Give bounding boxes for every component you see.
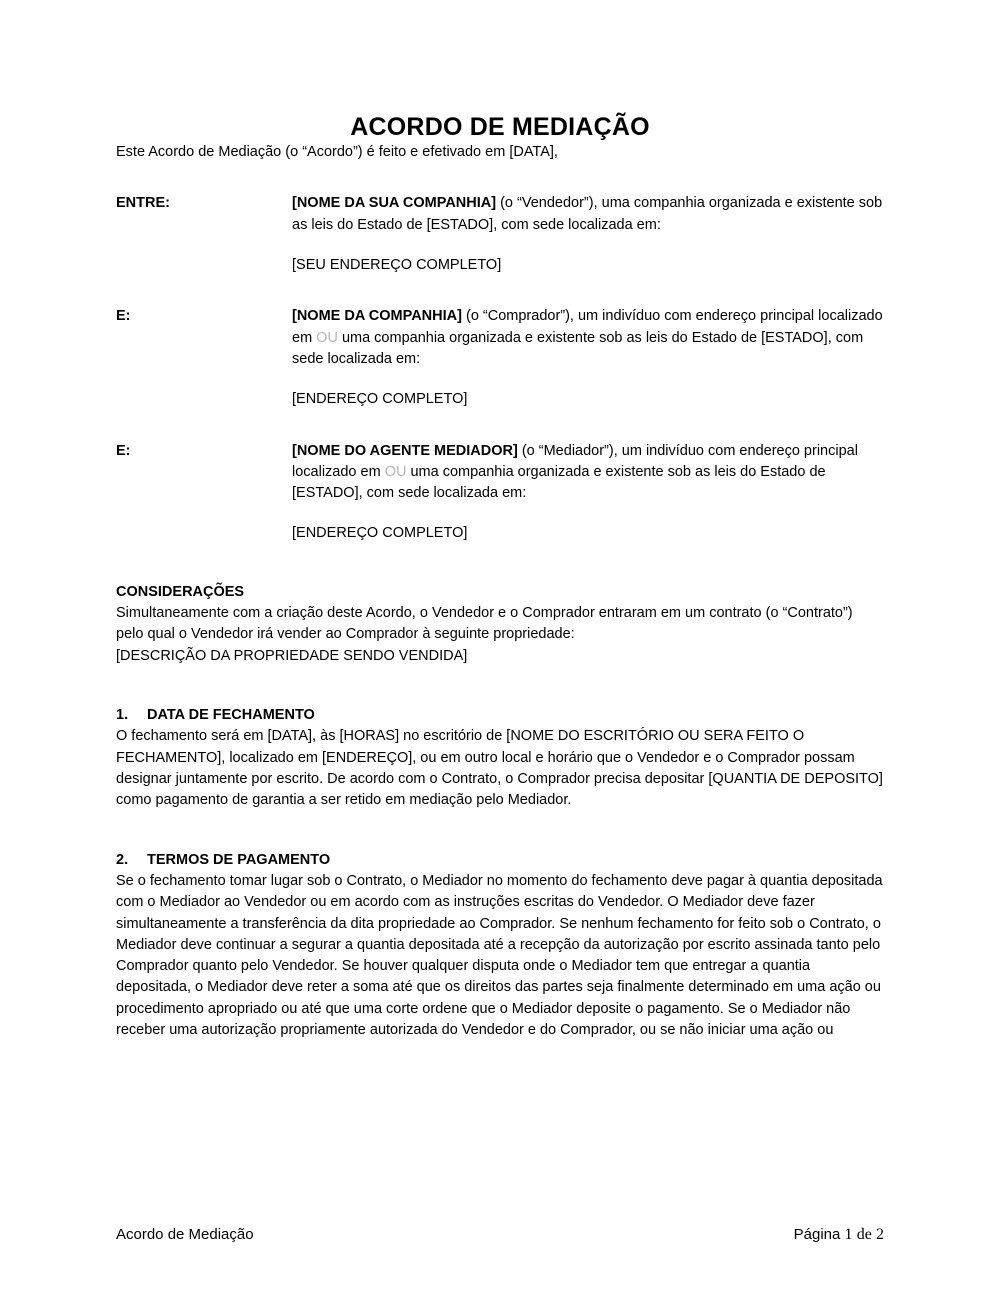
section-heading-1	[116, 705, 884, 726]
section-body-2: Se o fechamento tomar lugar sob o Contrato, o Mediador no momento do fechamento deve pagar à quantia depositada com o Mediador ao Vendedor ou em acordo com as instruções escritas do Vendedor. O Mediador deve fazer simultaneamente a transferência da dita propriedade ao Comprador. Se nenhum fechamento for feito sob o Contrato, o Mediador deve continuar a segurar a quantia depositada até a recepção da autorização por escrito assinada tanto pelo Comprador quanto pelo Vendedor. Se houver qualquer disputa onde o Mediador tem que entregar a quantia depositada, o Mediador deve reter a soma até que os direitos das partes seja finalmente determinado em uma ação ou procedimento apropriado ou até que uma corte ordene que o Mediador deposite o pagamento. Se o Mediador não receber uma autorização propriamente autorizada do Vendedor e do Comprador, ou se não iniciar uma ação ou	[116, 872, 883, 1039]
party-description-cont: uma companhia organizada e existente sob as leis do Estado de [ESTADO], com sede localizada em:	[292, 329, 864, 367]
party-or-separator: OU	[316, 329, 338, 346]
party-block-seller	[116, 193, 884, 276]
section-number: 1.	[116, 707, 129, 723]
section-title: TERMOS DE PAGAMENTO	[147, 851, 331, 868]
party-description: (o “Mediador”), um indivíduo com endereço principal localizado em	[292, 442, 858, 480]
considerations-heading: CONSIDERAÇÕES	[116, 583, 245, 600]
intro-paragraph: Este Acordo de Mediação (o “Acordo”) é feito e efetivado em [DATA],	[116, 144, 558, 160]
section-title: DATA DE FECHAMENTO	[147, 707, 315, 723]
section-number: 2.	[116, 851, 129, 868]
document-content	[116, 0, 884, 1041]
party-name: [NOME DA SUA COMPANHIA]	[292, 195, 497, 212]
party-address: [ENDEREÇO COMPLETO]	[292, 391, 468, 408]
page-footer	[116, 1226, 884, 1244]
party-label: E:	[116, 308, 131, 325]
footer-page-word: Página	[793, 1226, 841, 1243]
page-title: ACORDO DE MEDIAÇÃO	[350, 113, 650, 141]
party-description: (o “Comprador”), um indivíduo com endereço principal localizado em	[292, 308, 883, 346]
section-heading-2	[116, 850, 884, 871]
footer-of-word: de	[856, 1226, 872, 1243]
party-address: [ENDEREÇO COMPLETO]	[292, 525, 468, 542]
section-body-1: O fechamento será em [DATA], às [HORAS] no escritório de [NOME DO ESCRITÓRIO OU SERA FEITO O FECHAMENTO], localizado em [ENDEREÇO], ou em outro local e horário que o Vendedor e o Comprador possam designar juntamente por escrito. De acordo com o Contrato, o Comprador precisa depositar [QUANTIA DE DEPOSITO] como pagamento de garantia a ser retido em mediação pelo Mediador.	[116, 728, 883, 809]
party-name: [NOME DO AGENTE MEDIADOR]	[292, 442, 518, 459]
party-body	[292, 193, 884, 276]
party-body	[292, 306, 884, 410]
footer-page-indicator	[794, 1226, 884, 1244]
party-label: E:	[116, 442, 131, 459]
party-block-mediator	[116, 441, 884, 545]
party-description: (o “Vendedor”), uma companhia organizada e existente sob as leis do Estado de [ESTADO], com sede localizada em:	[292, 195, 883, 233]
property-description: [DESCRIÇÃO DA PROPRIEDADE SENDO VENDIDA]	[116, 647, 468, 664]
party-description-cont: uma companhia organizada e existente sob as leis do Estado de [ESTADO], com sede localizada em:	[292, 463, 826, 502]
party-body	[292, 441, 884, 545]
footer-document-name: Acordo de Mediação	[116, 1226, 254, 1243]
party-or-separator: OU	[384, 463, 407, 480]
considerations-paragraph: Simultaneamente com a criação deste Acordo, o Vendedor e o Comprador entraram em um contrato (o “Contrato”) pelo qual o Vendedor irá vender ao Comprador à seguinte propriedade:	[116, 605, 853, 643]
party-name: [NOME DA COMPANHIA]	[292, 308, 462, 325]
party-block-buyer	[116, 306, 884, 410]
footer-page-total: 2	[876, 1226, 884, 1243]
party-label: ENTRE:	[116, 195, 170, 212]
footer-page-number: 1	[844, 1226, 853, 1243]
party-address: [SEU ENDEREÇO COMPLETO]	[292, 256, 502, 273]
